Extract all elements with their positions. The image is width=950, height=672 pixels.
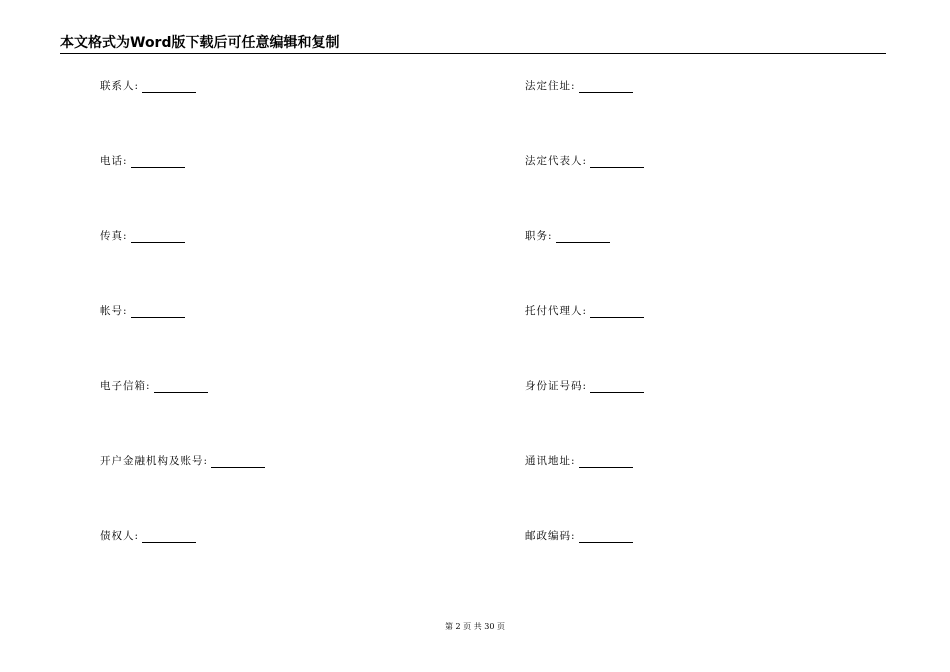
legal-representative-field: [525, 154, 644, 168]
fill-in-blank: [131, 156, 185, 168]
field-label: 邮政编码:: [525, 530, 576, 542]
fill-in-blank: [579, 81, 633, 93]
field-label: 托付代理人:: [525, 305, 588, 317]
fill-in-blank: [590, 156, 644, 168]
field-label: 法定住址:: [525, 80, 576, 92]
field-label: 联系人:: [100, 80, 140, 92]
field-label: 电子信箱:: [100, 380, 151, 392]
field-label: 传真:: [100, 230, 128, 242]
postal-code-field: [525, 529, 633, 543]
mailing-address-field: [525, 454, 633, 468]
fill-in-blank: [142, 531, 196, 543]
contact-person-field: [100, 79, 196, 93]
field-label: 电话:: [100, 155, 128, 167]
fill-in-blank: [590, 306, 644, 318]
page-number-footer: 第 2 页 共 30 页: [445, 622, 505, 631]
field-label: 帐号:: [100, 305, 128, 317]
field-label: 身份证号码:: [525, 380, 588, 392]
email-field: [100, 379, 208, 393]
fill-in-blank: [590, 381, 644, 393]
field-label: 通讯地址:: [525, 455, 576, 467]
fill-in-blank: [142, 81, 196, 93]
fill-in-blank: [579, 531, 633, 543]
fill-in-blank: [131, 231, 185, 243]
page-header-title: 本文格式为Word版下载后可任意编辑和复制: [60, 33, 886, 54]
fax-field: [100, 229, 185, 243]
fill-in-blank: [579, 456, 633, 468]
id-number-field: [525, 379, 644, 393]
fill-in-blank: [211, 456, 265, 468]
account-field: [100, 304, 185, 318]
authorized-agent-field: [525, 304, 644, 318]
bank-account-field: [100, 454, 265, 468]
phone-field: [100, 154, 185, 168]
field-label: 法定代表人:: [525, 155, 588, 167]
fill-in-blank: [154, 381, 208, 393]
field-label: 债权人:: [100, 530, 140, 542]
field-label: 开户金融机构及账号:: [100, 455, 209, 467]
position-field: [525, 229, 610, 243]
fill-in-blank: [131, 306, 185, 318]
creditor-field: [100, 529, 196, 543]
fill-in-blank: [556, 231, 610, 243]
legal-address-field: [525, 79, 633, 93]
field-label: 职务:: [525, 230, 553, 242]
